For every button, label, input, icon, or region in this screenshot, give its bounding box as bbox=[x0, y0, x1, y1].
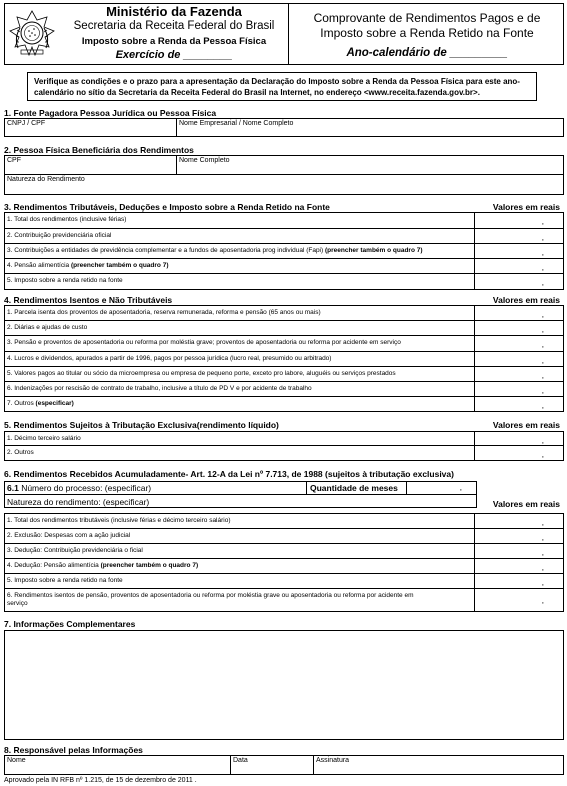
item-label-text-2: serviço bbox=[7, 600, 28, 607]
item-value-field[interactable]: , bbox=[474, 514, 563, 528]
nome-completo-label: Nome Completo bbox=[179, 157, 230, 164]
section-6-item-1 bbox=[4, 513, 564, 529]
item-label-text: 5. Imposto sobre a renda retido na fonte bbox=[7, 277, 123, 284]
processo-label: Número do processo: (especificar) bbox=[18, 483, 152, 493]
item-label-text: 6. Rendimentos isentos de pensão, proventos de aposentadoria ou reforma por moléstia grave ou aposentadoria ou reforma por acidente em bbox=[7, 592, 414, 599]
section-3-item-5 bbox=[4, 274, 564, 290]
responsavel-assinatura-label: Assinatura bbox=[316, 757, 350, 764]
item-label bbox=[5, 432, 474, 445]
item-label bbox=[5, 213, 474, 228]
item-label bbox=[5, 352, 474, 366]
section-5-values-header: Valores em reais bbox=[492, 420, 560, 430]
section-5-item-2 bbox=[4, 446, 564, 461]
item-label-text: 3. Contribuições a entidades de previdência complementar e a fundos de aposentadoria prog individual (Fapi) bbox=[7, 247, 324, 254]
item-note: (preencher também o quadro 7) bbox=[69, 262, 169, 269]
section-8-title: 8. Responsável pelas Informações bbox=[4, 745, 143, 755]
responsavel-nome-field[interactable] bbox=[5, 756, 231, 774]
processo-field[interactable] bbox=[5, 482, 307, 494]
header-left-box bbox=[4, 3, 289, 65]
natureza-rendimento-field[interactable] bbox=[5, 175, 563, 194]
item-value-field[interactable]: , bbox=[474, 397, 563, 411]
section-3-values-header: Valores em reais bbox=[492, 202, 560, 212]
item-label bbox=[5, 259, 474, 273]
section-4-values-header: Valores em reais bbox=[492, 295, 560, 305]
section-2-title: 2. Pessoa Física Beneficiária dos Rendimentos bbox=[4, 145, 194, 155]
responsavel-data-field[interactable] bbox=[231, 756, 314, 774]
section-6-item-5 bbox=[4, 574, 564, 589]
item-value-field[interactable]: , bbox=[474, 559, 563, 573]
item-value-field[interactable]: , bbox=[474, 432, 563, 445]
item-label-text: 4. Pensão alimentícia bbox=[7, 262, 70, 269]
item-label bbox=[5, 306, 474, 320]
section-1-title: 1. Fonte Pagadora Pessoa Jurídica ou Pessoa Física bbox=[4, 108, 217, 118]
item-label bbox=[5, 229, 474, 243]
section-4-item-2 bbox=[4, 321, 564, 336]
quantidade-meses-field[interactable]: , bbox=[459, 483, 462, 492]
responsavel-nome-label: Nome bbox=[7, 757, 26, 764]
section-5-item-1 bbox=[4, 431, 564, 446]
informacoes-complementares-field[interactable] bbox=[4, 630, 564, 740]
item-value-field[interactable]: , bbox=[474, 367, 563, 381]
natureza-rendimento-label: Natureza do Rendimento bbox=[7, 176, 85, 183]
item-value-field[interactable]: , bbox=[474, 321, 563, 335]
item-value-field[interactable]: , bbox=[474, 574, 563, 588]
nome-empresarial-field[interactable] bbox=[177, 119, 563, 136]
item-label-text: 2. Diárias e ajudas de custo bbox=[7, 324, 88, 331]
section-4-item-3 bbox=[4, 336, 564, 352]
section-5-title bbox=[4, 420, 279, 430]
responsavel-data-label: Data bbox=[233, 757, 248, 764]
item-value-field[interactable]: , bbox=[474, 529, 563, 543]
item-value-field[interactable]: , bbox=[474, 352, 563, 366]
section-3-item-2 bbox=[4, 229, 564, 244]
section-4-title: 4. Rendimentos Isentos e Não Tributáveis bbox=[4, 295, 173, 305]
item-label bbox=[5, 574, 474, 588]
item-label bbox=[5, 367, 474, 381]
item-label bbox=[5, 321, 474, 335]
section-4-item-7 bbox=[4, 397, 564, 412]
responsavel-assinatura-field[interactable] bbox=[314, 756, 563, 774]
form-header bbox=[4, 3, 564, 65]
item-label-text: 2. Outros bbox=[7, 449, 34, 456]
quantidade-meses-label: Quantidade de meses bbox=[307, 482, 407, 494]
item-note: (preencher também o quadro 7) bbox=[323, 247, 423, 254]
section-2-row-2 bbox=[4, 174, 564, 195]
section-6-values-header: Valores em reais bbox=[492, 499, 560, 509]
item-label-text: 1. Total dos rendimentos (inclusive férias) bbox=[7, 216, 127, 223]
item-label-text: 7. Outros bbox=[7, 400, 34, 407]
item-label bbox=[5, 397, 474, 411]
section-7-title: 7. Informações Complementares bbox=[4, 619, 136, 629]
notice-box: Verifique as condições e o prazo para a apresentação da Declaração do Imposto sobre a Renda da Pessoa Física para este ano-calendário no sítio da Secretaria da Receita Federal do Brasil na Internet, no endereço <www.receita.fazenda.gov.br>. bbox=[27, 72, 537, 101]
secretaria-title: Secretaria da Receita Federal do Brasil bbox=[73, 20, 275, 32]
section-6-item-3 bbox=[4, 544, 564, 559]
item-label-text: 3. Dedução: Contribuição previdenciária o ficial bbox=[7, 547, 143, 554]
cnpj-cpf-field[interactable] bbox=[5, 119, 177, 136]
item-label-text: 4. Lucros e dividendos, apurados a partir de 1996, pagos por pessoa jurídica (lucro real, presumido ou arbitrado) bbox=[7, 355, 332, 362]
item-label-text: 5. Imposto sobre a renda retido na fonte bbox=[7, 577, 123, 584]
header-right-box bbox=[289, 3, 564, 65]
item-label-text: 1. Décimo terceiro salário bbox=[7, 435, 81, 442]
section-3-item-3 bbox=[4, 244, 564, 259]
section-3-title: 3. Rendimentos Tributáveis, Deduções e Imposto sobre a Renda Retido na Fonte bbox=[4, 202, 330, 212]
item-value-field[interactable]: , bbox=[474, 244, 563, 258]
item-note: (especificar) bbox=[33, 400, 74, 407]
item-label-text: 4. Dedução: Pensão alimentícia bbox=[7, 562, 99, 569]
item-label-text: 5. Valores pagos ao titular ou sócio da microempresa ou empresa de pequeno porte, exceto pro labore, aluguéis ou serviços prestados bbox=[7, 370, 396, 377]
section-3-item-1 bbox=[4, 212, 564, 229]
item-label bbox=[5, 544, 474, 558]
processo-number: 6.1 bbox=[7, 483, 19, 493]
item-label-text: 1. Total dos rendimentos tributáveis (inclusive férias e décimo terceiro salário) bbox=[7, 517, 231, 524]
item-label bbox=[5, 336, 474, 351]
item-value-field[interactable]: , bbox=[474, 382, 563, 396]
item-label-text: 2. Exclusão: Despesas com a ação judicial bbox=[7, 532, 131, 539]
item-note: (preencher também o quadro 7) bbox=[98, 562, 199, 569]
item-value-field[interactable]: , bbox=[474, 446, 563, 460]
ministry-title: Ministério da Fazenda bbox=[106, 4, 242, 19]
processo-box bbox=[4, 481, 477, 508]
item-label bbox=[5, 559, 474, 573]
section-4-item-1 bbox=[4, 305, 564, 321]
section-6-item-4 bbox=[4, 559, 564, 574]
section-2-row-1 bbox=[4, 155, 564, 175]
item-label bbox=[5, 514, 474, 528]
form-title: Comprovante de Rendimentos Pagos e de Imposto sobre a Renda Retido na Fonte bbox=[313, 11, 541, 40]
approval-footer: Aprovado pela IN RFB nº 1.215, de 15 de dezembro de 2011 . bbox=[4, 777, 197, 784]
item-label-text: 1. Parcela isenta dos proventos de aposentadoria, reserva remunerada, reforma e pensão (65 anos ou mais) bbox=[7, 309, 321, 316]
item-label-text: 2. Contribuição previdenciária oficial bbox=[7, 232, 112, 239]
section-3-item-4 bbox=[4, 259, 564, 274]
item-label bbox=[5, 529, 474, 543]
item-value-field[interactable]: , bbox=[474, 259, 563, 273]
section-5-title-suffix: (rendimento líquido) bbox=[196, 420, 279, 430]
section-4-item-6 bbox=[4, 382, 564, 397]
item-value-field[interactable]: , bbox=[474, 306, 563, 320]
item-label-text: 3. Pensão e proventos de aposentadoria ou reforma por moléstia grave; proventos de aposentadoria ou reforma por acidente em serviço bbox=[7, 339, 401, 346]
item-label bbox=[5, 274, 474, 289]
exercicio-field[interactable]: Exercício de ________ bbox=[115, 49, 233, 61]
nome-empresarial-label: Nome Empresarial / Nome Completo bbox=[179, 120, 294, 127]
section-5-title-text: 5. Rendimentos Sujeitos à Tributação Exclusiva bbox=[4, 420, 197, 430]
item-label bbox=[5, 589, 474, 611]
item-value-field[interactable]: , bbox=[474, 544, 563, 558]
item-label-text: 6. Indenizações por rescisão de contrato de trabalho, inclusive a título de PD V e por acidente de trabalho bbox=[7, 385, 312, 392]
item-label bbox=[5, 244, 474, 258]
section-4-item-4 bbox=[4, 352, 564, 367]
item-label bbox=[5, 446, 474, 460]
processo-row bbox=[5, 482, 476, 495]
item-value-field[interactable]: , bbox=[474, 229, 563, 243]
nome-completo-field[interactable] bbox=[177, 156, 563, 174]
item-value-field[interactable]: , bbox=[474, 589, 563, 611]
natureza-rendimento-especificar[interactable]: Natureza do rendimento: (especificar) bbox=[7, 497, 150, 507]
tax-title: Imposto sobre a Renda da Pessoa Física bbox=[81, 36, 267, 47]
item-value-field[interactable]: , bbox=[474, 213, 563, 228]
section-6-title: 6. Rendimentos Recebidos Acumuladamente- Art. 12-A da Lei nº 7.713, de 1988 (sujeitos à tributação exclusiva) bbox=[4, 469, 454, 479]
item-value-field[interactable]: , bbox=[474, 274, 563, 289]
responsavel-row bbox=[4, 755, 564, 775]
item-value-field[interactable]: , bbox=[474, 336, 563, 351]
section-6-item-2 bbox=[4, 529, 564, 544]
item-label bbox=[5, 382, 474, 396]
section-1-fields bbox=[4, 118, 564, 137]
coat-of-arms-icon bbox=[8, 10, 56, 58]
cpf-label: CPF bbox=[7, 157, 21, 164]
cnpj-cpf-label: CNPJ / CPF bbox=[7, 120, 46, 127]
section-4-item-5 bbox=[4, 367, 564, 382]
section-6-item-6 bbox=[4, 589, 564, 612]
cpf-field[interactable] bbox=[5, 156, 177, 174]
ano-calendario-field[interactable]: Ano-calendário de _________ bbox=[346, 47, 508, 59]
